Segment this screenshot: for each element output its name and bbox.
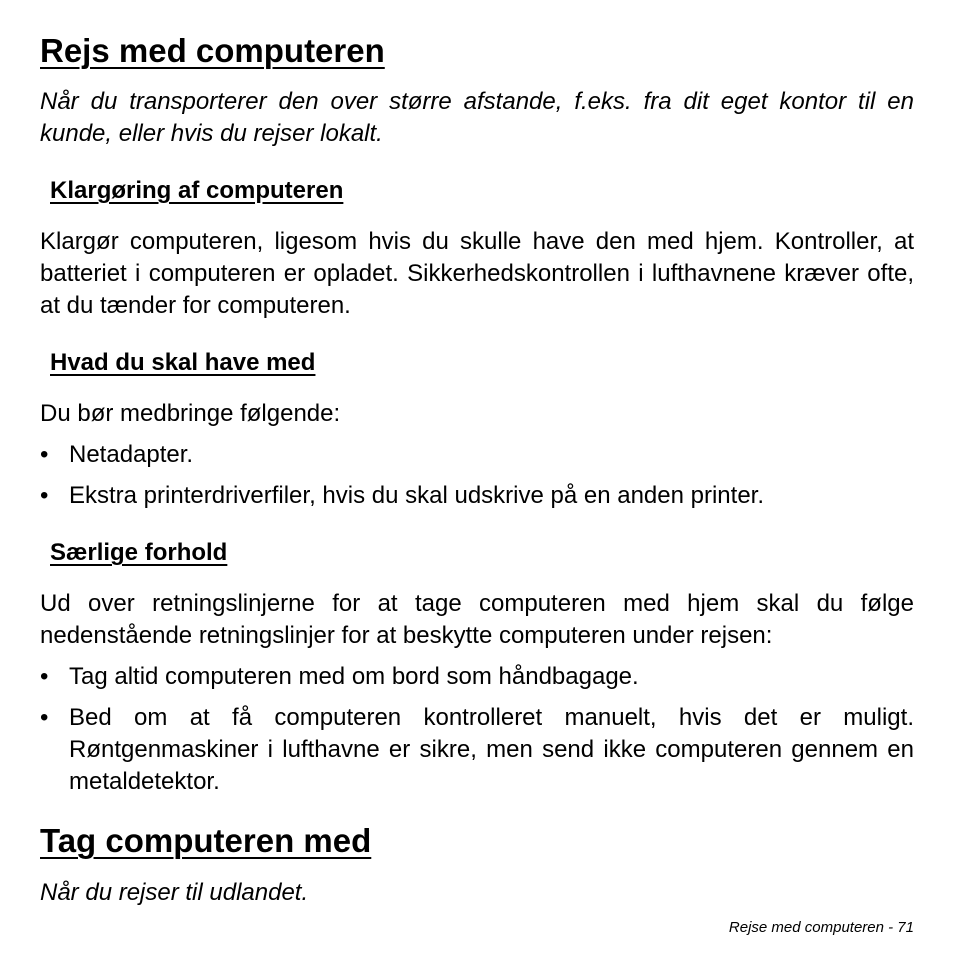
bullet-icon: •	[40, 482, 49, 509]
list-item-text: Bed om at få computeren kontrolleret manuelt, hvis det er muligt. Røntgenmaskiner i lufthavne er sikre, men send ikke computeren gennem en metaldetektor.	[69, 704, 914, 795]
section-title: Tag computeren med	[40, 822, 372, 859]
bullet-icon: •	[40, 441, 49, 468]
paragraph: Klargør computeren, ligesom hvis du skulle have den med hjem. Kontroller, at batteriet i computeren er opladet. Sikkerhedskontrollen i lufthavnene kræver ofte, at du tænder for computeren.	[40, 228, 914, 319]
section-intro: Når du rejser til udlandet.	[40, 879, 309, 906]
subsection-title: Særlige forhold	[50, 539, 228, 566]
bullet-icon: •	[40, 663, 49, 690]
list-item-text: Ekstra printerdriverfiler, hvis du skal udskrive på en anden printer.	[69, 482, 765, 509]
list-item-text: Tag altid computeren med om bord som håndbagage.	[69, 663, 639, 690]
subsection-title: Klargøring af computeren	[50, 177, 344, 204]
page-footer: Rejse med computeren - 71	[728, 919, 914, 936]
bullet-icon: •	[40, 704, 49, 731]
paragraph: Du bør medbringe følgende:	[40, 400, 341, 427]
section-title: Rejs med computeren	[40, 32, 385, 69]
paragraph: Ud over retningslinjerne for at tage computeren med hjem skal du følge nedenstående retningslinjer for at beskytte computeren under rejsen:	[40, 590, 914, 649]
subsection-title: Hvad du skal have med	[50, 349, 316, 376]
section-intro: Når du transporterer den over større afstande, f.eks. fra dit eget kontor til en kunde, eller hvis du rejser lokalt.	[40, 88, 914, 147]
list-item-text: Netadapter.	[69, 441, 194, 468]
